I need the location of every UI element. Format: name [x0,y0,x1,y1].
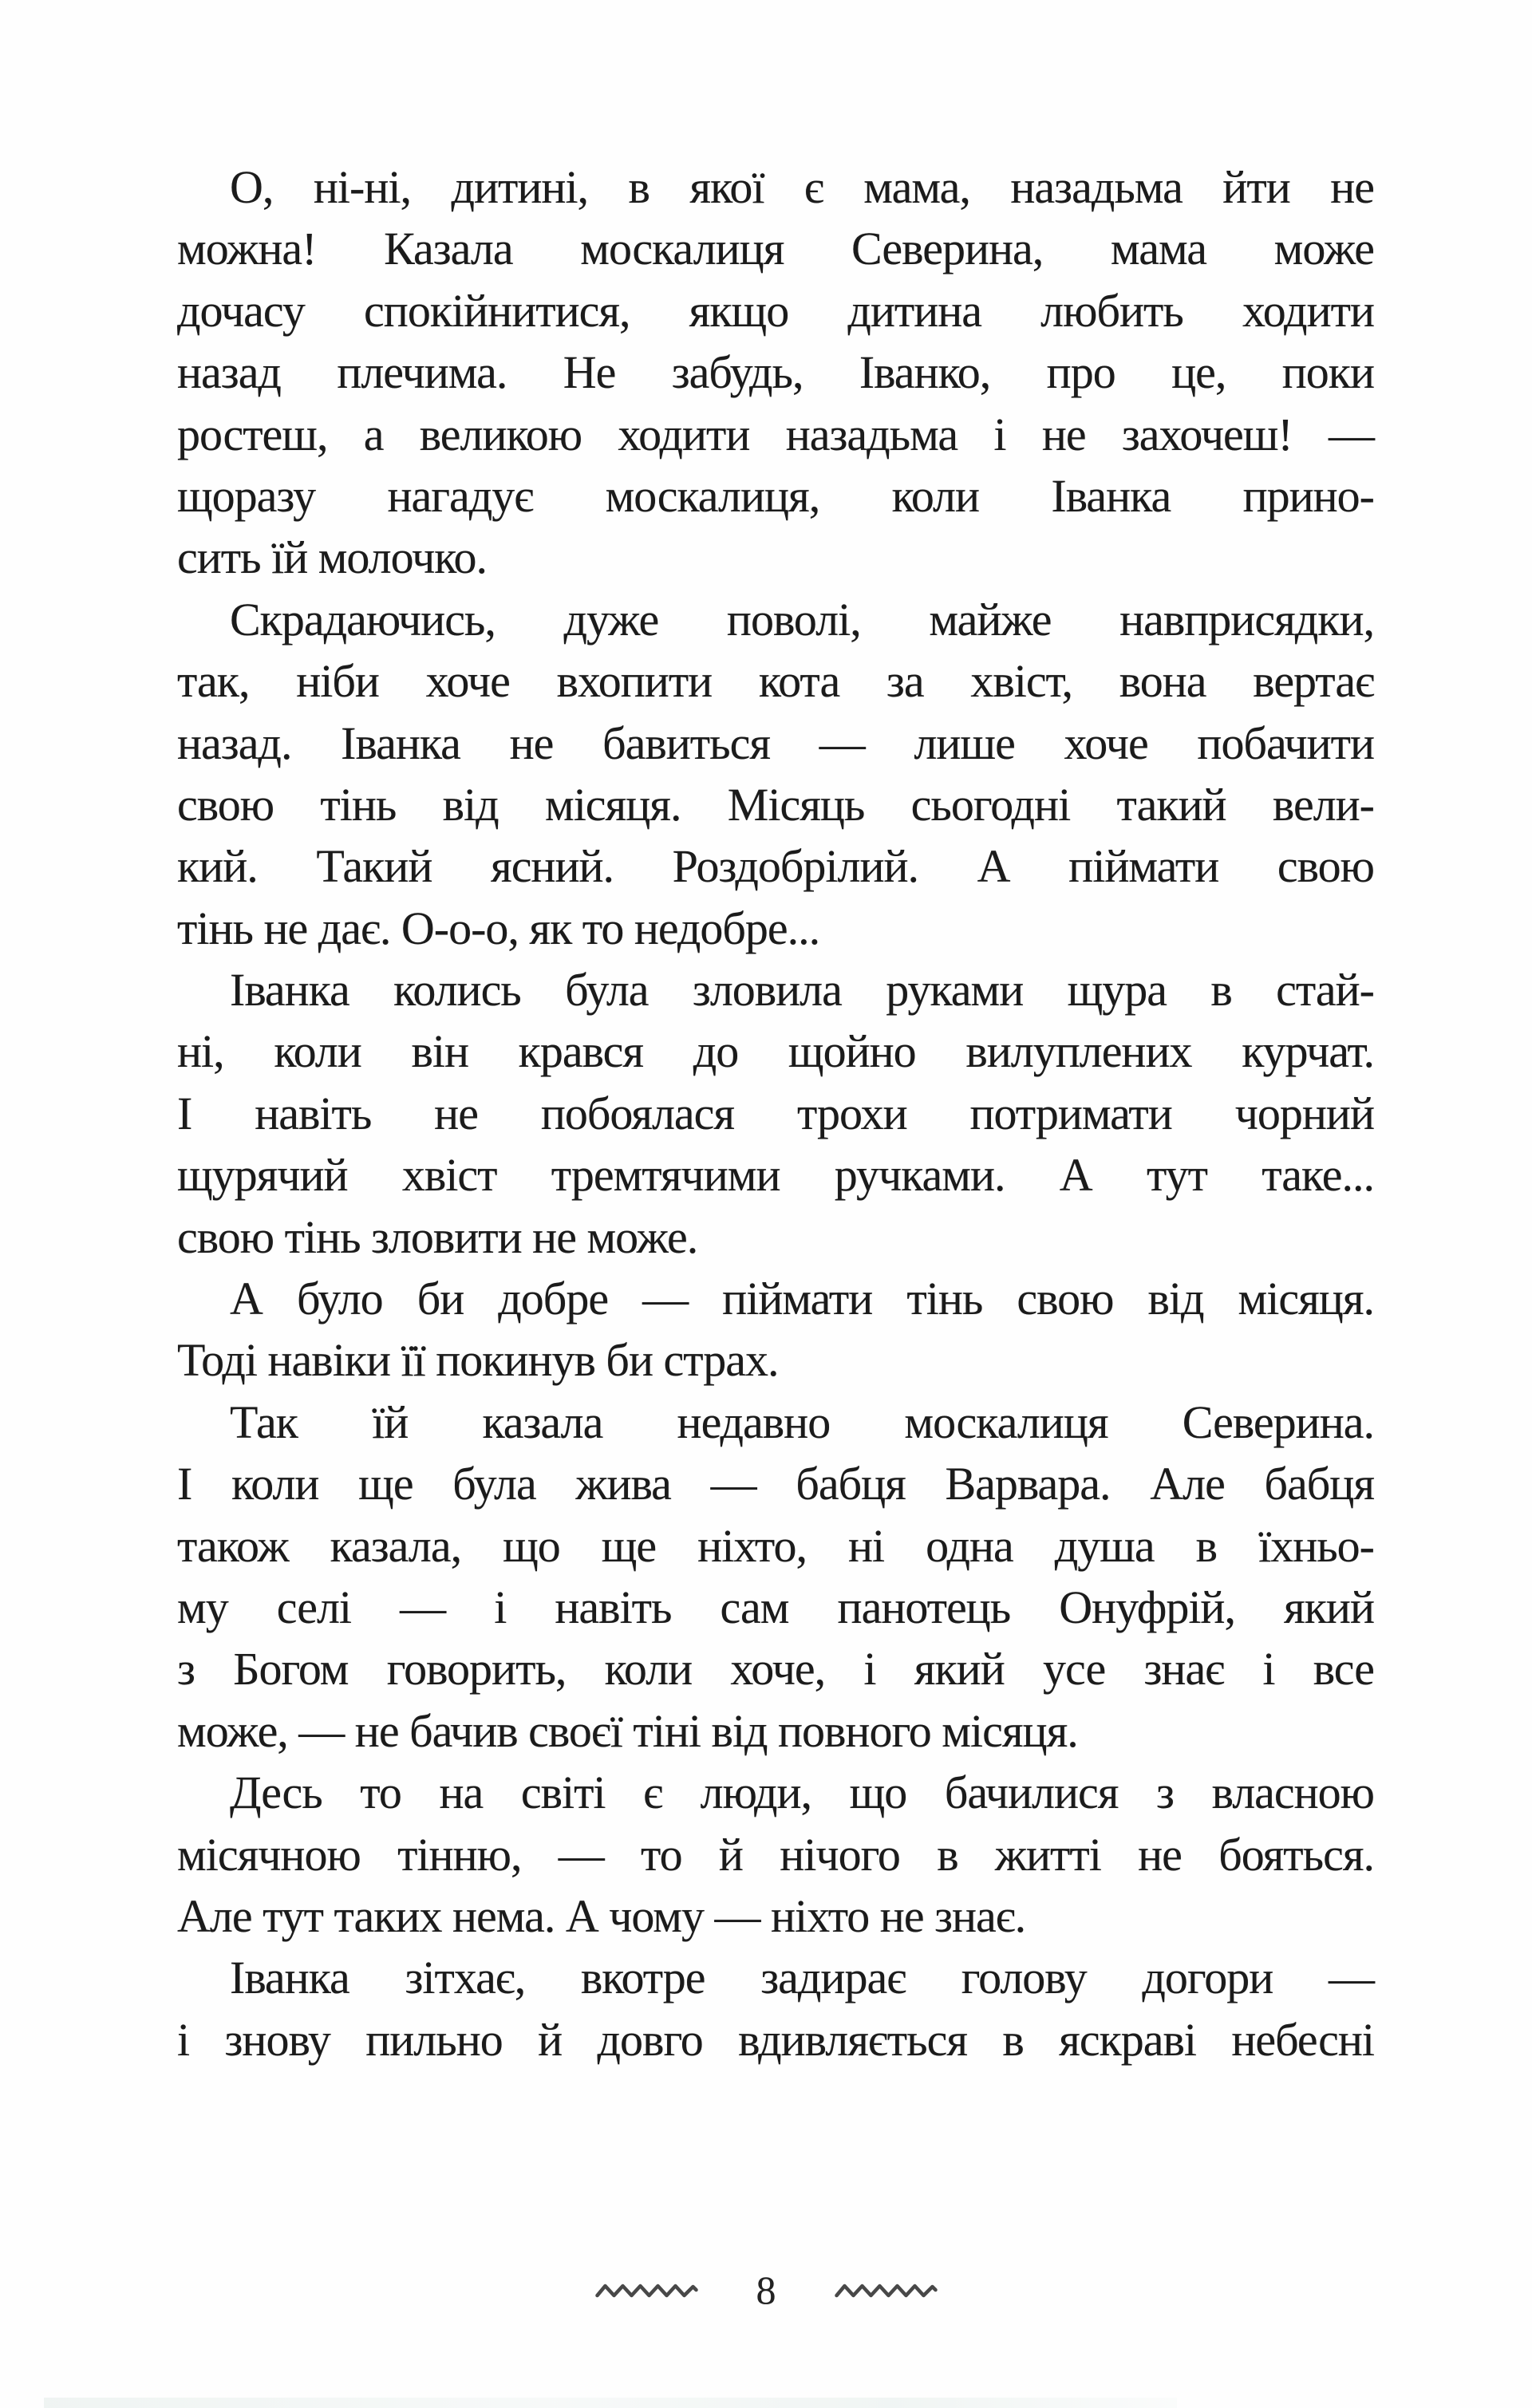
text-line: А було би добре — піймати тінь свою від місяця. [230,1273,1374,1325]
text-block [177,156,1374,2070]
page-footer [0,2264,1532,2315]
text-line: щурячий хвіст тремтячими ручками. А тут таке... [177,1149,1374,1202]
text-line: І навіть не побоялася трохи потримати чорний [177,1087,1374,1139]
text-line: назад. Іванка не бавиться — лише хоче побачити [177,716,1374,769]
text-line: так, ніби хоче вхопити кота за хвіст, вона вертає [177,655,1374,708]
squiggle-ornament-right-icon [832,2280,940,2300]
text-line: назад плечима. Не забудь, Іванко, про це, поки [177,346,1374,399]
text-line: свою тінь зловити не може. [177,1210,698,1263]
text-line: му селі — і навіть сам панотець Онуфрій, який [177,1581,1374,1633]
text-line: місячною тінню, — то й нічого в житті не бояться. [177,1828,1374,1881]
text-line: тінь не дає. О-о-о, як то недобре... [177,902,820,954]
text-line: Іванка зітхає, вкотре задирає голову догори — [230,1952,1374,2004]
text-line: дочасу спокійнитися, якщо дитина любить ходити [177,284,1374,337]
text-line: Десь то на світі є люди, що бачилися з власною [230,1767,1374,1819]
text-line: Але тут таких нема. А чому — ніхто не знає. [177,1889,1026,1942]
text-line: Скрадаючись, дуже поволі, майже навприсядки, [230,593,1374,645]
text-line: і знову пильно й довго вдивляється в яскраві небесні [177,2013,1374,2066]
text-line: можна! Казала москалиця Северина, мама може [177,223,1374,275]
text-line: сить їй молочко. [177,531,488,584]
text-line: О, ні-ні, дитині, в якої є мама, назадьма йти не [230,161,1374,213]
text-line: І коли ще була жива — бабця Варвара. Але бабця [177,1458,1374,1510]
squiggle-ornament-left-icon [593,2280,701,2300]
text-line: ні, коли він крався до щойно вилуплених курчат. [177,1025,1374,1078]
page-number: 8 [756,2268,776,2312]
text-line: може, — не бачив своєї тіні від повного місяця. [177,1704,1078,1757]
text-line: Іванка колись була зловила руками щура в стай- [230,964,1374,1016]
text-line: щоразу нагадує москалиця, коли Іванка прино- [177,469,1374,522]
text-line: ростеш, а великою ходити назадьма і не захочеш! — [177,408,1374,460]
scan-artifact [44,2398,1177,2408]
text-line: також казала, що ще ніхто, ні одна душа в їхньо- [177,1519,1374,1572]
text-line: з Богом говорить, коли хоче, і який усе знає і все [177,1643,1374,1695]
text-line: Так їй казала недавно москалиця Северина. [230,1395,1374,1448]
text-line: Тоді навіки її покинув би страх. [177,1334,779,1387]
text-line: свою тінь від місяця. Місяць сьогодні такий вели- [177,778,1374,831]
text-line: кий. Такий ясний. Роздобрілий. А піймати свою [177,840,1374,893]
